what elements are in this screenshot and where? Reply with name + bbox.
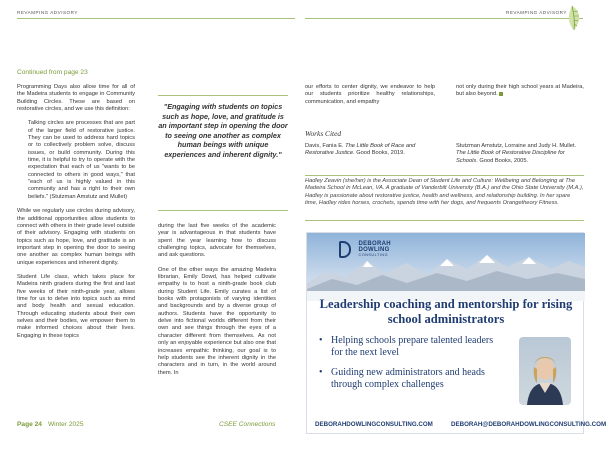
citations-rule <box>305 175 584 176</box>
article-column-3 <box>305 84 435 113</box>
brand-d-icon <box>339 241 351 258</box>
paragraph <box>456 84 584 99</box>
paragraph: Programming Days also allow time for all of the Madeira students to engage in Community Building Circles. These are based on restorative circles, and we use this definition: <box>17 84 135 113</box>
brand-name-line-3: CONSULTING <box>358 253 389 257</box>
ad-email-link[interactable]: DEBORAH@DEBORAHDOWLINGCONSULTING.COM <box>451 421 606 428</box>
article-column-2 <box>158 223 276 384</box>
header-rule-left <box>17 18 295 19</box>
article-column-4 <box>456 84 584 106</box>
citation-publisher: . Good Books, 2005. <box>476 157 529 164</box>
article-column-1 <box>17 84 135 347</box>
pullquote-rule-top <box>158 95 288 96</box>
ad-bullet-list <box>317 335 507 399</box>
running-header-right: REVAMPING ADVISORY <box>506 10 567 15</box>
publication-name: CSEE Connections <box>219 421 276 428</box>
brand-name-line-2: DOWLING <box>358 247 390 253</box>
advertisement[interactable] <box>306 232 606 434</box>
citation-title: The Little Book of Restorative Discipline for Schools <box>456 150 565 164</box>
pullquote-rule-bottom <box>158 210 288 211</box>
paragraph: Student Life class, which takes place for Madeira ninth graders during the first and last five weeks of their ninth-grade year, allows time for us to delve into topics such as mind and body health and sexual education. Through educating students about their own selves and their bodies, we empower them to make informed choices about their lives. Engaging in these topics <box>17 273 135 339</box>
page-footer <box>17 421 84 428</box>
header-rule-right <box>305 18 583 19</box>
leaf-logo-icon <box>560 4 584 32</box>
author-bio: Hadley Zeavin (she/her) is the Associate Dean of Student Life and Culture: Wellbeing and Belonging at The Madeira School in McLean, VA. A graduate of Vanderbilt University (B.A.) and the Ohio State University (M.A.), Hadley is passionate about restorative justice, health and wellness, and relationship building. In her spare time, Hadley rides horses, crochets, spends time with her dogs, and frequents Orangetheory Fitness. <box>305 178 584 207</box>
paragraph: One of the other ways the amazing Madeira librarian, Emily Dowd, has helped cultivate empathy is to host a ninth-grade book club during Student Life. Emily curates a list of books with protagonists of varying identities and backgrounds and by a diverse group of authors. Students have the opportunity to delve into fictional worlds different from their own and see things through the eyes of a character different from themselves. As not only an enjoyable experience but also one that increases empathic thinking, our goal is to help students see the inherent dignity in the characters and in turn, in the world around them. In <box>158 266 276 376</box>
portrait-photo <box>519 337 571 405</box>
continued-from-label: Continued from page 23 <box>17 69 88 76</box>
citation-publisher: . Good Books, 2019. <box>353 150 405 157</box>
pull-quote: "Engaging with students on topics such as hope, love, and gratitude is an important step in opening the door to seeing one another as complex human beings with unique experiences and inherent dignity." <box>158 102 288 159</box>
works-cited-heading: Works Cited <box>305 129 342 138</box>
issue-season: Winter 2025 <box>47 421 84 428</box>
brand-name-line-1: DEBORAH <box>358 241 391 247</box>
closing-text: not only during their high school years at Madeira, but also beyond. <box>456 84 584 98</box>
ad-headline: Leadership coaching and mentorship for rising school administrators <box>319 297 573 326</box>
page-number: Page 24 <box>17 421 42 428</box>
paragraph: during the last five weeks of the academic year is advantageous in that students have spent the year learning how to discuss challenging topics, advocate for themselves, and ask questions. <box>158 223 276 259</box>
bio-rule <box>305 220 584 221</box>
paragraph: While we regularly use circles during advisory, the additional opportunities allow students to connect with others in their grade level outside of their advisory. Engaging with students on topics such as hope, love, and gratitude is an important step in opening the door to seeing one another as complex human beings with unique experiences and inherent dignity. <box>17 208 135 266</box>
ad-bullet: • Helping schools prepare talented leaders for the next level <box>317 335 507 360</box>
citation-1 <box>305 143 435 158</box>
ad-website-link[interactable]: DEBORAHDOWLINGCONSULTING.COM <box>315 421 433 428</box>
citation-author: Stutzman Amstutz, Lorraine and Judy H. Mullet. <box>456 143 577 149</box>
paragraph: our efforts to center dignity, we endeavor to help our students prioritize healthy relationships, communication, and empathy <box>305 84 435 105</box>
citation-2 <box>456 143 586 165</box>
ad-bullet: • Guiding new administrators and heads through complex challenges <box>317 367 507 392</box>
citation-title: The Little Book of Race and Restorative Justice <box>305 143 416 157</box>
ad-brand-logo <box>339 241 391 261</box>
end-mark-icon <box>499 92 503 96</box>
running-header-left: REVAMPING ADVISORY <box>17 10 78 15</box>
citation-author: Davis, Fania E. <box>305 143 346 149</box>
block-quote: Talking circles are processes that are part of the larger field of restorative justice. They can be used to address hard topics or to collectively problem solve, discuss issues, or build community. During this time, it is helpful to try to operate with the expectation that each of us "wants to be connected to others in good ways," that "each of us is highly valued in this community and has a right to their own beliefs." (Stutzman Amstutz and Mullet) <box>28 120 135 200</box>
